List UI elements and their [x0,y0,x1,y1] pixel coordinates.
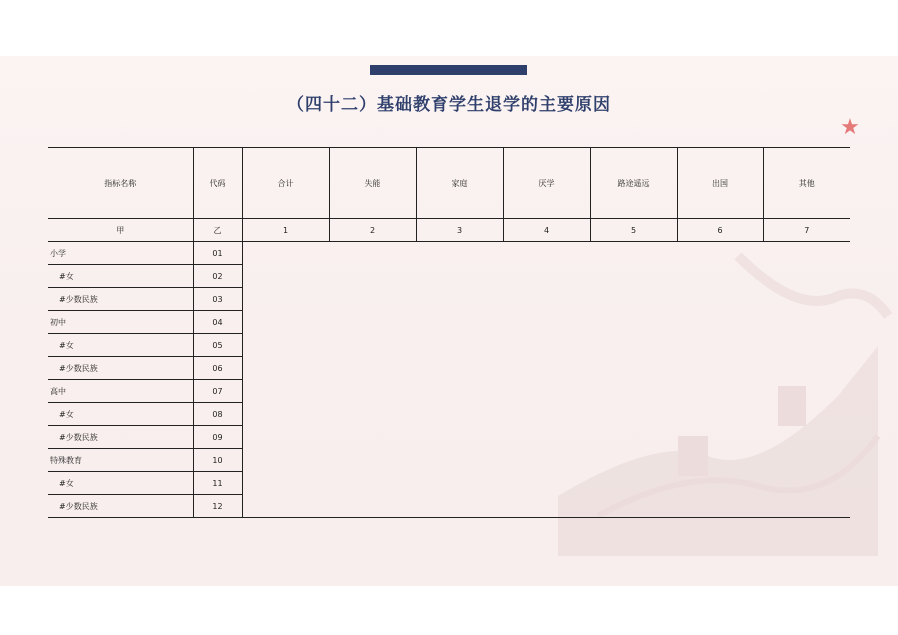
code-cell: 6 [677,219,763,242]
header-row [48,148,850,219]
row-name: 初中 [48,311,193,334]
table-row [48,357,850,380]
header-distance: 路途遥远 [590,148,677,219]
row-code: 01 [193,242,242,265]
empty-cells [242,242,850,265]
code-cell: 乙 [193,219,242,242]
header-code: 代码 [193,148,242,219]
header-indicator-name: 指标名称 [48,148,193,219]
header-family: 家庭 [416,148,503,219]
row-code: 05 [193,334,242,357]
row-code: 10 [193,449,242,472]
empty-cells [242,311,850,334]
table-row [48,265,850,288]
empty-cells [242,288,850,311]
header-other: 其他 [763,148,850,219]
row-name: #少数民族 [48,357,193,380]
table-row [48,288,850,311]
empty-cells [242,472,850,495]
empty-cells [242,357,850,380]
row-code: 06 [193,357,242,380]
page-title: （四十二）基础教育学生退学的主要原因 [287,95,611,115]
code-cell: 3 [416,219,503,242]
row-code: 09 [193,426,242,449]
code-cell: 4 [503,219,590,242]
row-name: 高中 [48,380,193,403]
header-total: 合计 [242,148,329,219]
empty-cells [242,403,850,426]
row-name: 特殊教育 [48,449,193,472]
table-row [48,472,850,495]
row-code: 07 [193,380,242,403]
row-name: #女 [48,334,193,357]
header-disability: 失能 [329,148,416,219]
empty-cells [242,426,850,449]
table-row [48,311,850,334]
row-code: 12 [193,495,242,518]
row-code: 03 [193,288,242,311]
row-code: 11 [193,472,242,495]
row-name: 小学 [48,242,193,265]
star-icon: ★ [840,115,860,140]
code-cell: 7 [763,219,850,242]
dropout-reasons-table [48,147,850,518]
header-study-aversion: 厌学 [503,148,590,219]
empty-cells [242,380,850,403]
table-row [48,426,850,449]
column-code-row [48,219,850,242]
code-cell: 1 [242,219,329,242]
code-cell: 甲 [48,219,193,242]
row-code: 08 [193,403,242,426]
table-row [48,380,850,403]
table-row [48,334,850,357]
table-row [48,495,850,518]
row-name: #女 [48,472,193,495]
header-abroad: 出国 [677,148,763,219]
table-row [48,449,850,472]
empty-cells [242,334,850,357]
row-name: #女 [48,265,193,288]
row-name: #少数民族 [48,495,193,518]
row-name: #少数民族 [48,426,193,449]
row-code: 04 [193,311,242,334]
row-code: 02 [193,265,242,288]
table-row [48,242,850,265]
title-accent-bar [370,65,527,75]
row-name: #少数民族 [48,288,193,311]
empty-cells [242,495,850,518]
table-row [48,403,850,426]
row-name: #女 [48,403,193,426]
code-cell: 5 [590,219,677,242]
empty-cells [242,265,850,288]
data-table-wrapper [48,147,850,518]
code-cell: 2 [329,219,416,242]
empty-cells [242,449,850,472]
